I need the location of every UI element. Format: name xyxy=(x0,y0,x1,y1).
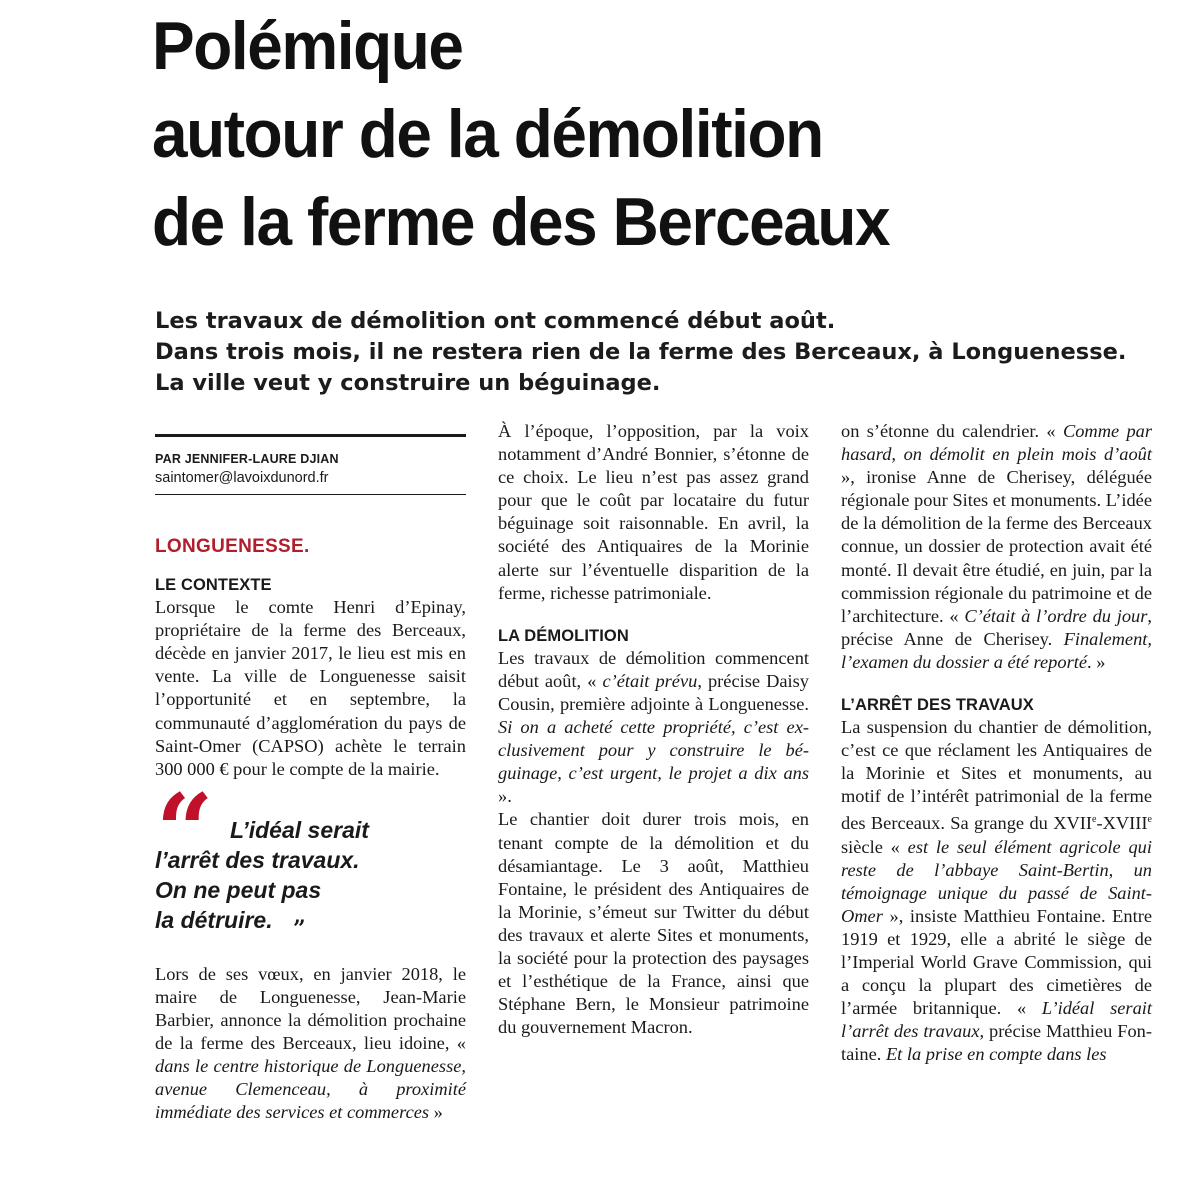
byline-bottom-rule xyxy=(155,494,466,495)
subhead-demolition: LA DÉMOLITION xyxy=(498,626,629,645)
author-email: saintomer@lavoixdunord.fr xyxy=(155,470,329,486)
body-paragraph: Lorsque le comte Henri d’Epinay, propriétaire de la ferme des Berceaux, décède en janvier 2017, le lieu est mis en vente. La ville de Longuenesse saisit l’opportunité et en septembre, la communauté d’agglomération du pays de Saint-Omer (CAPSO) achète le terrain 300 000 € pour le compte de la mairie. xyxy=(155,597,466,779)
column-1 xyxy=(155,420,466,1125)
column-2 xyxy=(498,420,809,1039)
column-3 xyxy=(841,420,1152,1067)
body-paragraph: on s’étonne du calendrier. « Comme par hasard, on démolit en plein mois d’août », ironise Anne de Cherisey, déléguée régionale pour Sites et monuments. L’idée de la démolition de la ferme des Berceaux connue, un dossier de protection avait été monté. Il devait être étudié, en juin, par la commission régionale du patrimoine et de l’architecture. « C’était à l’ordre du jour, précise Anne de Cherisey. Finalement, l’examen du dossier a été reporté. » xyxy=(841,421,1153,672)
body-paragraph: Lors de ses vœux, en janvier 2018, le maire de Longuenesse, Jean-Marie Barbier, annonce la démolition prochaine de la ferme des Berceaux, lieu idoine, « dans le centre historique de Longuenesse, avenue Clemenceau, à proximité immédiate des services et commerces » xyxy=(155,963,466,1123)
pull-quote-line: L’idéal serait xyxy=(230,816,369,843)
body-paragraph: Les travaux de démolition commencent début août, « c’était prévu, précise Daisy Cousin, première adjointe à Longuenesse. Si on a acheté cette propriété, c’est exclusivement pour y construire le béguinage, c’est urgent, le projet a dix ans ». xyxy=(498,647,809,807)
headline-line: de la ferme des Berceaux xyxy=(152,184,890,260)
body-paragraph: La suspension du chantier de démolition, c’est ce que réclament les Antiquaires de la Morinie et Sites et monuments, au motif de l’intérêt patrimonial de la ferme des Berceaux. Sa grange du XVIIe-XVIIIe siècle « est le seul élément agricole qui reste de l’abbaye Saint-Bertin, un témoignage unique du passé de Saint-Omer », insiste Matthieu Fontaine. Entre 1919 et 1929, elle a abrité le siège de l’Imperial World Grave Commission, qui a conçu la plupart des cimetières de l’armée britannique. « L’idéal serait l’arrêt des travaux, précise Matthieu Fontaine. Et la prise en compte dans les xyxy=(841,717,1152,1065)
quote-mark-icon: “ xyxy=(156,771,206,890)
byline-top-rule xyxy=(155,434,466,437)
body-paragraph: À l’époque, l’opposition, par la voix notamment d’André Bonnier, s’étonne de ce choix. Le lieu n’est pas assez grand pour que le coût par locataire du futur béguinage soit raisonnable. En avril, la société des Antiquaires de la Morinie alerte sur l’éventuelle disparition de la ferme, richesse patrimoniale. xyxy=(498,421,809,603)
standfirst-line: Les travaux de démolition ont commencé début août. xyxy=(155,308,836,334)
quote-close-icon: ” xyxy=(293,915,306,942)
pull-quote-line: On ne peut pas xyxy=(155,876,322,903)
pull-quote-line: la détruire. xyxy=(155,906,273,933)
pull-quote-text xyxy=(155,815,475,935)
subhead-context: LE CONTEXTE xyxy=(155,576,272,595)
standfirst-line: La ville veut y construire un béguinage. xyxy=(155,370,661,396)
headline xyxy=(152,2,1130,266)
headline-line: autour de la démolition xyxy=(152,96,823,172)
standfirst xyxy=(155,306,1195,399)
subhead-stop-works: L’ARRÊT DES TRAVAUX xyxy=(841,696,1034,715)
dateline: LONGUENESSE. xyxy=(155,536,310,557)
byline: PAR JENNIFER-LAURE DJIAN xyxy=(155,452,339,466)
pull-quote xyxy=(155,771,466,949)
body-paragraph: Le chantier doit durer trois mois, en tenant compte de la démolition et du désamiantage. Le 3 août, Matthieu Fontaine, le président des Antiquaires de la Morinie, s’émeut sur Twitter du début des travaux et alerte Sites et monuments, la société pour la protection des paysages et l’esthétique de la France, ainsi que Stéphane Bern, le Monsieur patrimoine du gouvernement Macron. xyxy=(498,809,809,1038)
headline-line: Polémique xyxy=(152,8,463,84)
pull-quote-line: l’arrêt des travaux. xyxy=(155,846,360,873)
standfirst-line: Dans trois mois, il ne restera rien de la ferme des Berceaux, à Longuenesse. xyxy=(155,339,1127,365)
